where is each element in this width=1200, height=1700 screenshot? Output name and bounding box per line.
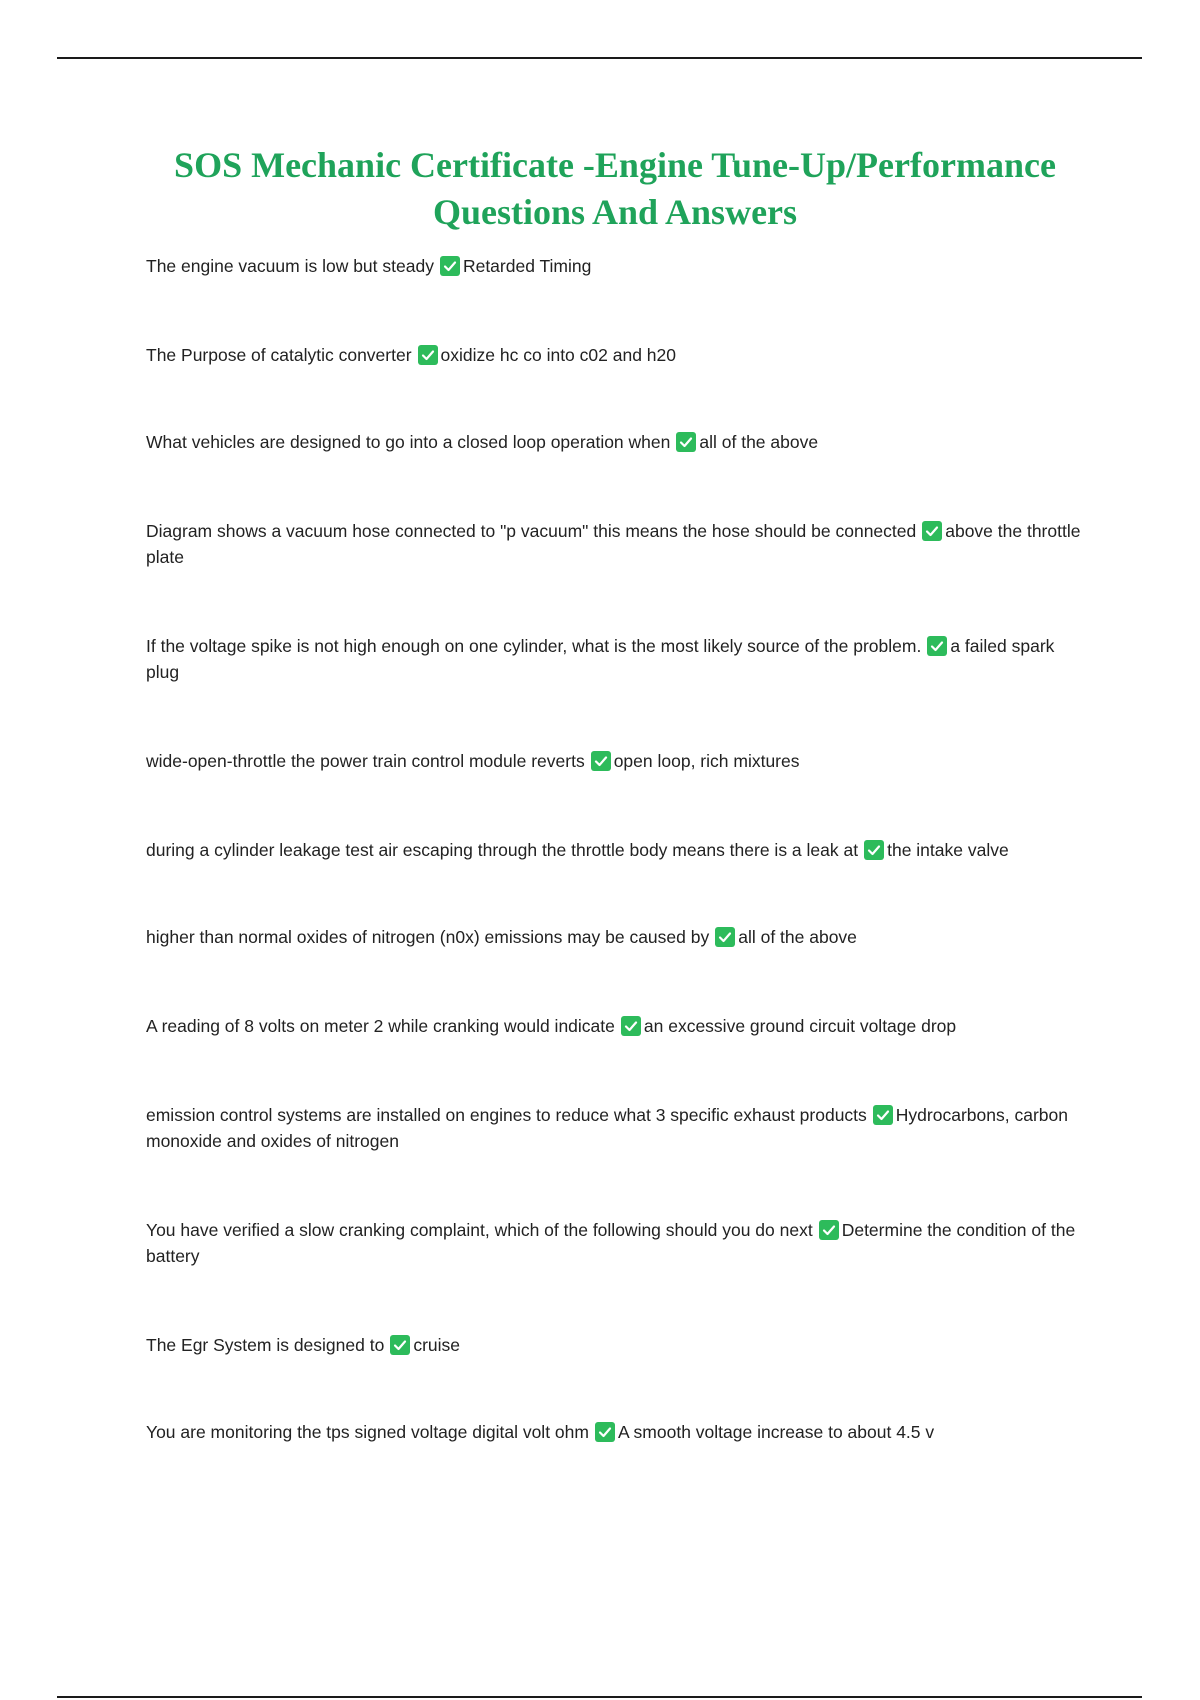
document-title bbox=[100, 142, 1130, 236]
title-line-1: SOS Mechanic Certificate -Engine Tune-Up/Performance bbox=[174, 145, 1056, 185]
qa-item bbox=[146, 924, 1091, 950]
answer-text: Retarded Timing bbox=[462, 256, 592, 276]
checkmark-icon bbox=[864, 840, 884, 860]
question-text: If the voltage spike is not high enough on one cylinder, what is the most likely source of the problem. bbox=[146, 636, 922, 656]
qa-item bbox=[146, 253, 1091, 279]
qa-item bbox=[146, 748, 1091, 774]
qa-item bbox=[146, 342, 1091, 368]
answer-text: a failed spark plug bbox=[146, 636, 1055, 682]
answer-text: A smooth voltage increase to about 4.5 v bbox=[617, 1422, 935, 1442]
checkmark-icon bbox=[819, 1220, 839, 1240]
checkmark-icon bbox=[418, 345, 438, 365]
qa-item bbox=[146, 1217, 1091, 1269]
checkmark-icon bbox=[922, 521, 942, 541]
checkmark-icon bbox=[676, 432, 696, 452]
answer-text: open loop, rich mixtures bbox=[613, 751, 800, 771]
qa-item bbox=[146, 1419, 1091, 1445]
question-text: A reading of 8 volts on meter 2 while cranking would indicate bbox=[146, 1016, 615, 1036]
checkmark-icon bbox=[715, 927, 735, 947]
checkmark-icon bbox=[595, 1422, 615, 1442]
question-text: emission control systems are installed on engines to reduce what 3 specific exhaust products bbox=[146, 1105, 867, 1125]
checkmark-icon bbox=[621, 1016, 641, 1036]
question-text: What vehicles are designed to go into a closed loop operation when bbox=[146, 432, 671, 452]
question-text: during a cylinder leakage test air escaping through the throttle body means there is a leak at bbox=[146, 840, 859, 860]
answer-text: all of the above bbox=[699, 432, 819, 452]
answer-text: Determine the condition of the battery bbox=[146, 1220, 1076, 1266]
qa-item bbox=[146, 518, 1091, 570]
qa-item bbox=[146, 1102, 1091, 1154]
answer-text: oxidize hc co into c02 and h20 bbox=[440, 345, 676, 365]
question-text: The engine vacuum is low but steady bbox=[146, 256, 434, 276]
checkmark-icon bbox=[440, 256, 460, 276]
qa-item bbox=[146, 429, 1091, 455]
answer-text: all of the above bbox=[738, 927, 857, 947]
answer-text: Hydrocarbons, carbon monoxide and oxides of nitrogen bbox=[146, 1105, 1068, 1151]
answer-text: an excessive ground circuit voltage drop bbox=[643, 1016, 957, 1036]
question-text: wide-open-throttle the power train control module reverts bbox=[146, 751, 585, 771]
checkmark-icon bbox=[591, 751, 611, 771]
qa-item bbox=[146, 1332, 1091, 1358]
question-text: You are monitoring the tps signed voltage digital volt ohm bbox=[146, 1422, 589, 1442]
qa-item bbox=[146, 1013, 1091, 1039]
question-text: Diagram shows a vacuum hose connected to "p vacuum" this means the hose should be connected bbox=[146, 521, 917, 541]
question-text: higher than normal oxides of nitrogen (n0x) emissions may be caused by bbox=[146, 927, 710, 947]
bottom-rule bbox=[57, 1696, 1142, 1698]
qa-item bbox=[146, 633, 1091, 685]
question-text: The Egr System is designed to bbox=[146, 1335, 385, 1355]
checkmark-icon bbox=[927, 636, 947, 656]
top-rule bbox=[57, 57, 1142, 59]
qa-item bbox=[146, 837, 1091, 863]
checkmark-icon bbox=[390, 1335, 410, 1355]
question-text: The Purpose of catalytic converter bbox=[146, 345, 412, 365]
answer-text: the intake valve bbox=[887, 840, 1009, 860]
checkmark-icon bbox=[873, 1105, 893, 1125]
answer-text: above the throttle plate bbox=[146, 521, 1081, 567]
answer-text: cruise bbox=[413, 1335, 460, 1355]
question-text: You have verified a slow cranking complaint, which of the following should you do next bbox=[146, 1220, 813, 1240]
title-line-2: Questions And Answers bbox=[432, 192, 798, 232]
